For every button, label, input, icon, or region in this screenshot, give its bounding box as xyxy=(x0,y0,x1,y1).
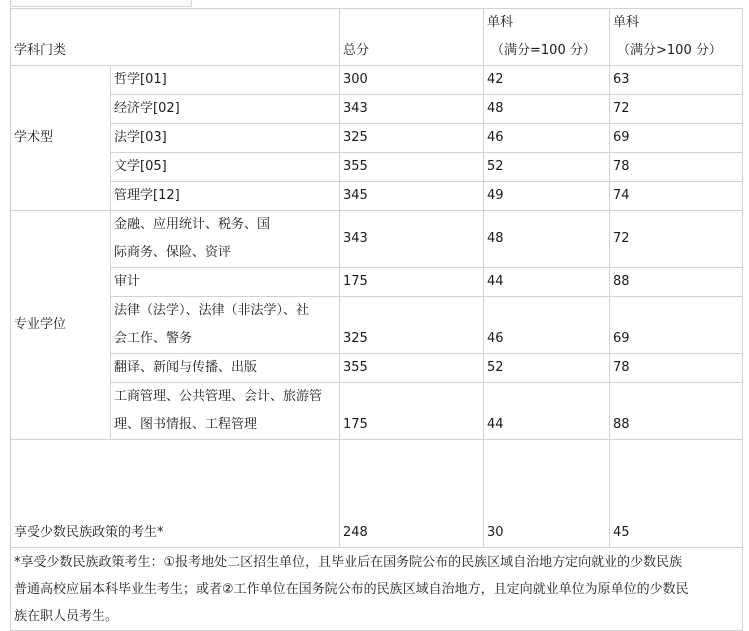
subject-cell: 审计 xyxy=(111,268,340,297)
table-row xyxy=(11,297,743,354)
subject-line: 工商管理、公共管理、会计、旅游管 xyxy=(114,389,323,404)
header-single-gt100-note: （满分>100 分） xyxy=(617,43,722,58)
single-le100-cell: 48 xyxy=(484,211,610,268)
single-gt100-cell: 88 xyxy=(610,383,743,440)
subject-line: 理、图书情报、工程管理 xyxy=(114,417,258,432)
single-gt100-cell: 88 xyxy=(610,268,743,297)
total-cell: 300 xyxy=(340,66,484,95)
total-cell: 343 xyxy=(340,95,484,124)
total-cell: 325 xyxy=(340,297,484,354)
minority-total: 248 xyxy=(340,440,484,548)
table-row xyxy=(11,182,743,211)
total-cell: 355 xyxy=(340,354,484,383)
table-row xyxy=(11,383,743,440)
single-le100-cell: 44 xyxy=(484,383,610,440)
single-gt100-cell: 69 xyxy=(610,124,743,153)
minority-row xyxy=(11,440,743,548)
top-table-edge xyxy=(10,0,192,7)
total-cell: 175 xyxy=(340,383,484,440)
single-gt100-cell: 74 xyxy=(610,182,743,211)
subject-cell: 法学[03] xyxy=(111,124,340,153)
header-row xyxy=(11,9,743,66)
total-cell: 343 xyxy=(340,211,484,268)
single-le100-cell: 42 xyxy=(484,66,610,95)
header-total: 总分 xyxy=(340,9,484,66)
header-single-le100 xyxy=(484,9,610,66)
single-le100-cell: 52 xyxy=(484,153,610,182)
total-cell: 325 xyxy=(340,124,484,153)
subject-line: 际商务、保险、资评 xyxy=(114,245,232,260)
single-le100-cell: 52 xyxy=(484,354,610,383)
single-le100-cell: 48 xyxy=(484,95,610,124)
minority-label: 享受少数民族政策的考生* xyxy=(11,440,340,548)
minority-single-gt100: 45 xyxy=(610,440,743,548)
table-row xyxy=(11,268,743,297)
group-academic: 学术型 xyxy=(11,66,111,211)
single-gt100-cell: 63 xyxy=(610,66,743,95)
table-row xyxy=(11,95,743,124)
table-row xyxy=(11,354,743,383)
single-gt100-cell: 78 xyxy=(610,354,743,383)
single-le100-cell: 46 xyxy=(484,124,610,153)
subject-cell xyxy=(111,297,340,354)
header-category: 学科门类 xyxy=(11,9,340,66)
single-gt100-cell: 78 xyxy=(610,153,743,182)
table-row xyxy=(11,153,743,182)
table-row xyxy=(11,211,743,268)
table-row xyxy=(11,66,743,95)
subject-cell: 翻译、新闻与传播、出版 xyxy=(111,354,340,383)
group-professional: 专业学位 xyxy=(11,211,111,440)
single-gt100-cell: 72 xyxy=(610,211,743,268)
minority-single-le100: 30 xyxy=(484,440,610,548)
single-le100-cell: 46 xyxy=(484,297,610,354)
total-cell: 355 xyxy=(340,153,484,182)
single-gt100-cell: 69 xyxy=(610,297,743,354)
footnote-line: *享受少数民族政策考生：①报考地处二区招生单位，且毕业后在国务院公布的民族区域自治地方定向就业的少数民族 xyxy=(14,555,683,570)
score-table xyxy=(10,8,743,631)
table-row xyxy=(11,124,743,153)
subject-line: 法律（法学）、法律（非法学）、社 xyxy=(114,303,310,318)
footnote xyxy=(11,548,743,631)
header-single-le100-note: （满分=100 分） xyxy=(491,43,596,58)
subject-cell: 文学[05] xyxy=(111,153,340,182)
header-single-le100-title: 单科 xyxy=(487,15,514,30)
footnote-row xyxy=(11,548,743,631)
total-cell: 175 xyxy=(340,268,484,297)
subject-cell: 管理学[12] xyxy=(111,182,340,211)
single-gt100-cell: 72 xyxy=(610,95,743,124)
subject-cell xyxy=(111,383,340,440)
total-cell: 345 xyxy=(340,182,484,211)
header-single-gt100 xyxy=(610,9,743,66)
subject-cell: 哲学[01] xyxy=(111,66,340,95)
footnote-line: 普通高校应届本科毕业生考生；或者②工作单位在国务院公布的民族区域自治地方，且定向就业单位为原单位的少数民 xyxy=(14,582,689,597)
subject-cell: 经济学[02] xyxy=(111,95,340,124)
header-single-gt100-title: 单科 xyxy=(613,15,640,30)
subject-line: 会工作、警务 xyxy=(114,331,193,346)
subject-line: 金融、应用统计、税务、国 xyxy=(114,217,271,232)
single-le100-cell: 49 xyxy=(484,182,610,211)
footnote-line: 族在职人员考生。 xyxy=(14,609,119,624)
single-le100-cell: 44 xyxy=(484,268,610,297)
subject-cell xyxy=(111,211,340,268)
